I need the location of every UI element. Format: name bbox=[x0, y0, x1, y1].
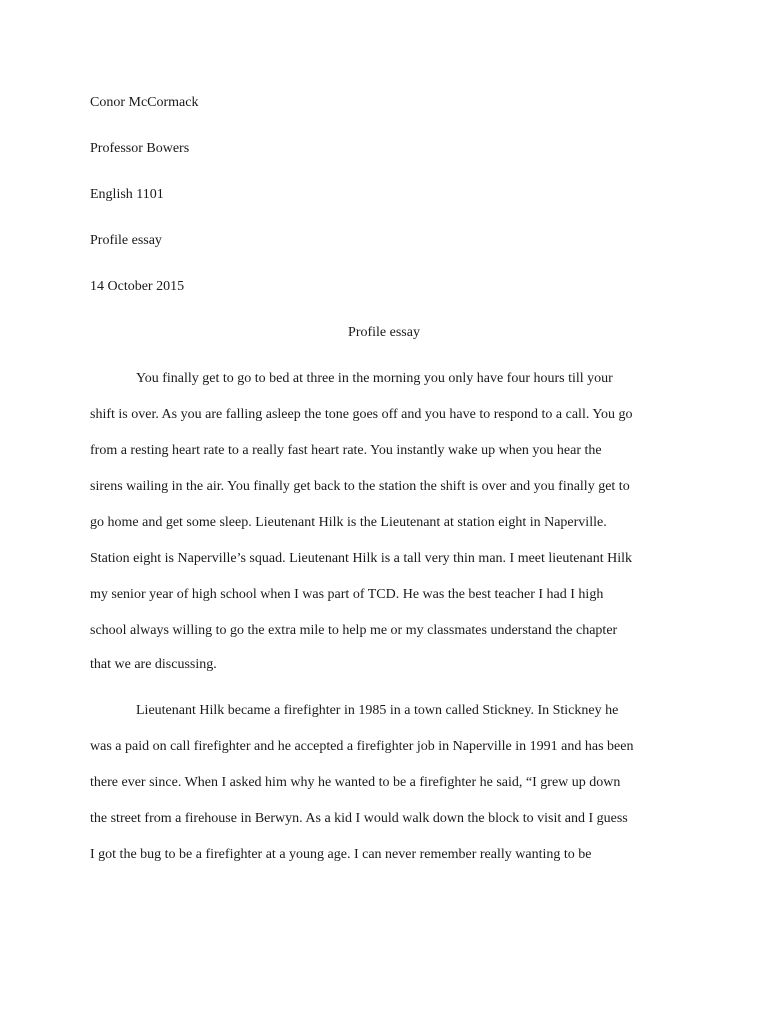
paragraph-line: go home and get some sleep. Lieutenant Hilk is the Lieutenant at station eight in Naperville. bbox=[90, 515, 607, 530]
assignment-type: Profile essay bbox=[90, 233, 162, 248]
paragraph-line: my senior year of high school when I was part of TCD. He was the best teacher I had I high bbox=[90, 587, 604, 602]
paragraph-line: I got the bug to be a firefighter at a young age. I can never remember really wanting to be bbox=[90, 847, 592, 862]
course-name: English 1101 bbox=[90, 187, 164, 202]
paragraph-line: there ever since. When I asked him why he wanted to be a firefighter he said, “I grew up down bbox=[90, 775, 621, 790]
essay-title: Profile essay bbox=[348, 325, 420, 340]
paragraph-line: shift is over. As you are falling asleep the tone goes off and you have to respond to a call. You go bbox=[90, 407, 633, 422]
instructor-name: Professor Bowers bbox=[90, 141, 190, 156]
paragraph-line: You finally get to go to bed at three in the morning you only have four hours till your bbox=[136, 371, 613, 386]
paragraph-line: sirens wailing in the air. You finally get back to the station the shift is over and you finally get to bbox=[90, 479, 630, 494]
essay-date: 14 October 2015 bbox=[90, 279, 185, 294]
paragraph-line: Station eight is Naperville’s squad. Lieutenant Hilk is a tall very thin man. I meet lieutenant Hilk bbox=[90, 551, 632, 566]
paragraph-line: the street from a firehouse in Berwyn. As a kid I would walk down the block to visit and I guess bbox=[90, 811, 628, 826]
author-name: Conor McCormack bbox=[90, 95, 199, 110]
paragraph-line: was a paid on call firefighter and he accepted a firefighter job in Naperville in 1991 and has been bbox=[90, 739, 634, 754]
paragraph-line: Lieutenant Hilk became a firefighter in 1985 in a town called Stickney. In Stickney he bbox=[136, 703, 619, 718]
paragraph-line: that we are discussing. bbox=[90, 657, 217, 672]
paragraph-line: school always willing to go the extra mile to help me or my classmates understand the chapter bbox=[90, 623, 618, 638]
paragraph-line: from a resting heart rate to a really fast heart rate. You instantly wake up when you hear the bbox=[90, 443, 602, 458]
